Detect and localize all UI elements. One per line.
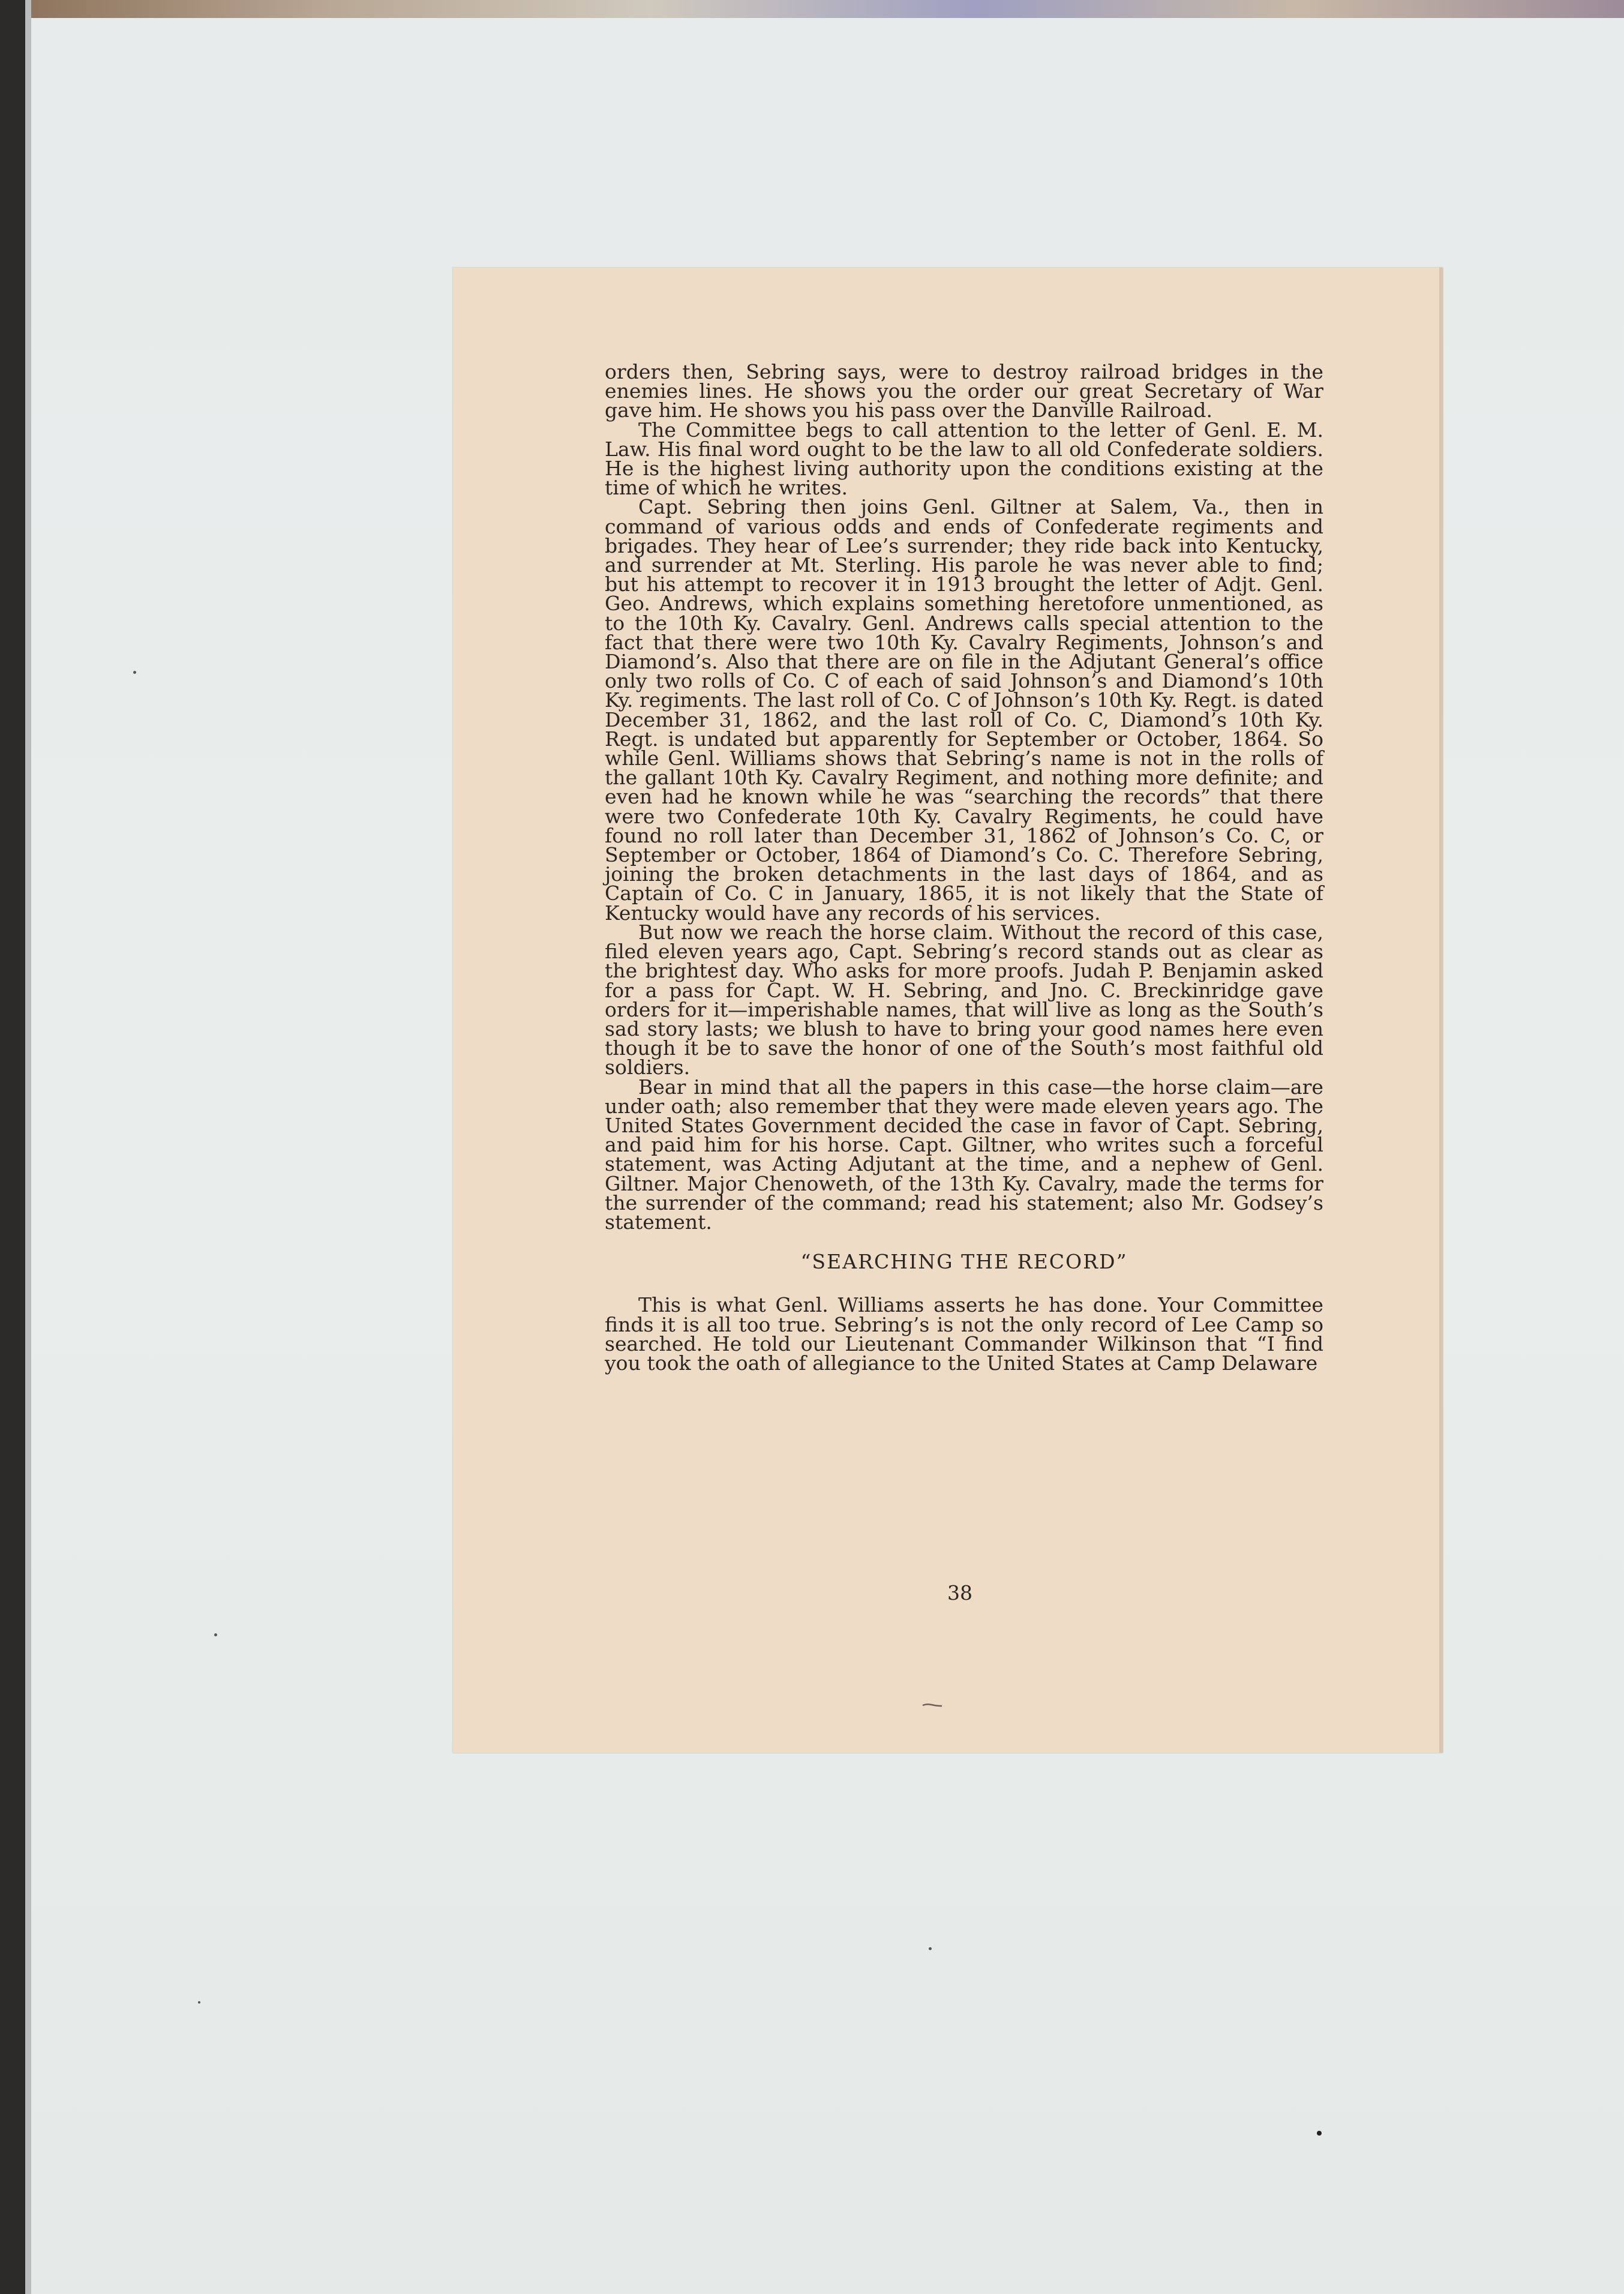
paragraph-under-oath: Bear in mind that all the papers in this case—the horse claim—are under oath; also remember that they were made eleven years ago. The United States Government decided the case in favor of Capt. Sebring, and paid him for his horse. Capt. Giltner, who writes such a forceful statement, was Acting Adjutant at the time, and a nephew of Genl. Giltner. Major Chenoweth, of the 13th Ky. Cavalry, made the terms for the surrender of the command; read his statement; also Mr. Godsey’s statement. xyxy=(605,1075,1323,1234)
page-body-text xyxy=(605,362,1323,1611)
page-number: 38 xyxy=(947,1581,972,1605)
scan-speck xyxy=(1317,2131,1322,2136)
page-edge-shadow xyxy=(1439,268,1443,1753)
scan-speck xyxy=(198,2001,200,2004)
scan-speck xyxy=(133,671,136,674)
paragraph-horse-claim: But now we reach the horse claim. Without the record of this case, filed eleven years ago, Capt. Sebring’s record stands out as clear as the brightest day. Who asks for more proofs. Judah P. Benjamin asked for a pass for Capt. W. H. Sebring, and Jno. C. Breckinridge gave orders for it—imperishable names, that will live as long as the South’s sad story lasts; we blush to have to bring your good names here even though it be to save the honor of one of the South’s most faithful old soldiers. xyxy=(605,920,1323,1079)
scan-left-edge xyxy=(0,0,25,2294)
scan-top-edge xyxy=(0,0,1624,18)
section-heading: “SEARCHING THE RECORD” xyxy=(800,1250,1128,1274)
paragraph-searching-record: This is what Genl. Williams asserts he has done. Your Committee finds it is all too true. Sebring’s is not the only record of Lee Camp so searched. He told our Lieutenant Commander Wilkinson that “I find you took the oath of allegiance to the United States at Camp Delaware xyxy=(605,1293,1323,1375)
ink-smudge xyxy=(922,1703,942,1708)
scan-speck xyxy=(929,1947,932,1950)
scan-speck xyxy=(214,1633,217,1636)
paragraph-committee-law: The Committee begs to call attention to the letter of Genl. E. M. Law. His final word ought to be the law to all old Confederate soldiers. He is the highest living authority upon the conditions existing at the time of which he writes. xyxy=(605,418,1323,500)
paragraph-giltner-salem: Capt. Sebring then joins Genl. Giltner at Salem, Va., then in command of various odds and ends of Confederate regiments and brigades. They hear of Lee’s surrender; they ride back into Kentucky, and surrender at Mt. Sterling. His parole he was never able to find; but his attempt to recover it in 1913 brought the letter of Adjt. Genl. Geo. Andrews, which explains something heretofore unmentioned, as to the 10th Ky. Cavalry. Genl. Andrews calls special attention to the fact that there were two 10th Ky. Cavalry Regiments, Johnson’s and Diamond’s. Also that there are on file in the Adjutant General’s office only two rolls of Co. C of each of said Johnson’s and Diamond’s 10th Ky. regiments. The last roll of Co. C of Johnson’s 10th Ky. Regt. is dated December 31, 1862, and the last roll of Co. C, Diamond’s 10th Ky. Regt. is undated but apparently for September or October, 1864. So while Genl. Williams shows that Sebring’s name is not in the rolls of the gallant 10th Ky. Cavalry Regiment, and nothing more definite; and even had he known while he was “searching the records” that there were two Confederate 10th Ky. Cavalry Regiments, he could have found no roll later than December 31, 1862 of Johnson’s Co. C, or September or October, 1864 of Diamond’s Co. C. Therefore Sebring, joining the broken detachments in the last days of 1864, and as Captain of Co. C in January, 1865, it is not likely that the State of Kentucky would have any records of his services. xyxy=(605,495,1323,925)
paragraph-orders: orders then, Sebring says, were to destroy railroad bridges in the enemies lines. He shows you the order our great Secretary of War gave him. He shows you his pass over the Danville Railroad. xyxy=(605,360,1323,422)
scan-left-margin xyxy=(25,0,31,2294)
